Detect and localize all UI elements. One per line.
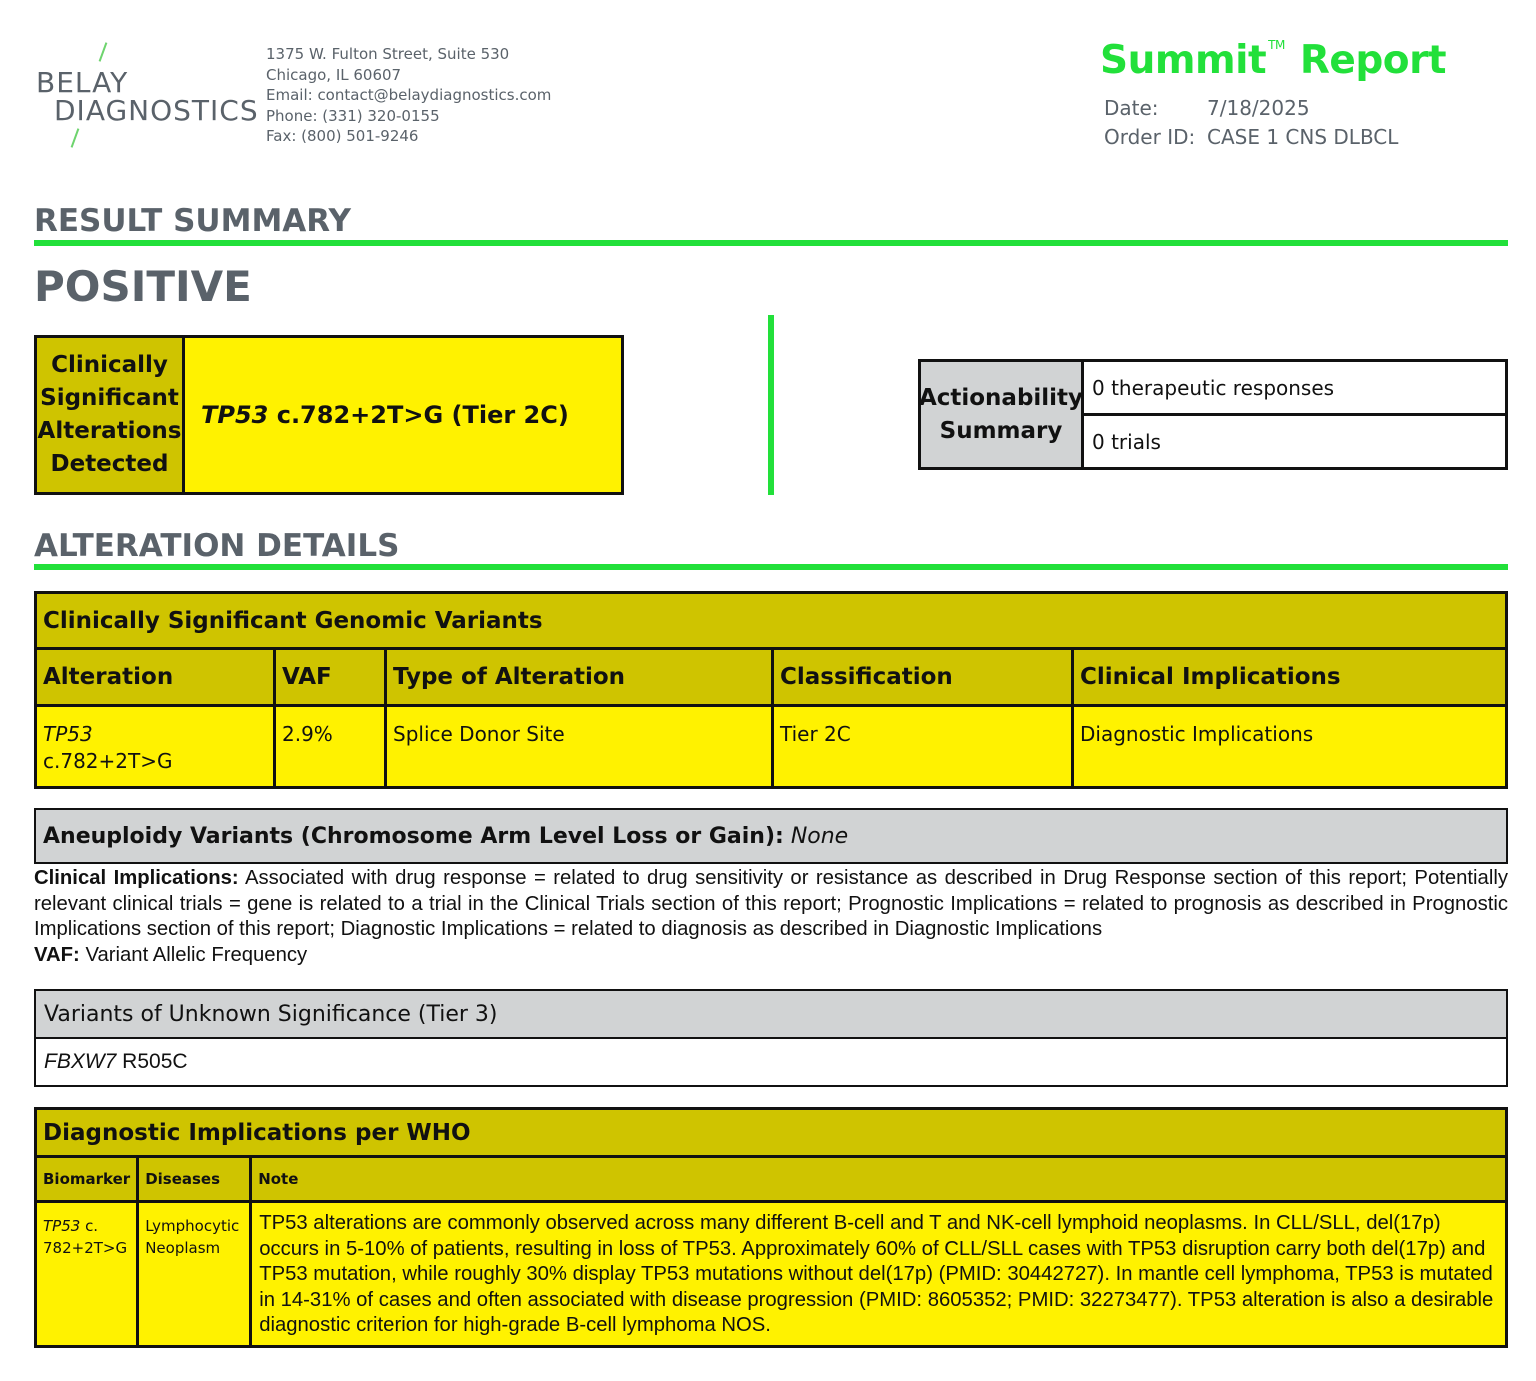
- col-alteration: Alteration: [36, 649, 275, 706]
- clinically-significant-box: [34, 335, 624, 495]
- logo-line-1: BELAY: [36, 66, 129, 99]
- trademark-mark: TM: [1268, 38, 1285, 52]
- alteration-details-heading: ALTERATION DETAILS: [34, 528, 400, 564]
- csa-label: Clinically Significant Alterations Detected: [37, 338, 185, 492]
- trials-count: 0 trials: [1084, 413, 1505, 467]
- summary-divider: [768, 315, 774, 495]
- result-summary-rule: [34, 240, 1508, 246]
- address-phone: Phone: (331) 320-0155: [266, 106, 440, 125]
- cell-note: TP53 alterations are commonly observed across many different B-cell and T and NK-cell lymphoid neoplasms. In CLL/SLL, del(17p) occurs in 5-10% of patients, resulting in loss of TP53. Approximately 60% of CLL/SLL cases with TP53 disruption carry both del(17p) and TP53 mutation, while roughly 30% display TP53 mutations without del(17p) (PMID: 30442727). In mantle cell lymphoma, TP53 is mutated in 14-31% of cases and often associated with disease progression (PMID: 8605352; PMID: 32273477). TP53 alteration is also a desirable diagnostic criterion for high-grade B-cell lymphoma NOS.: [251, 1202, 1507, 1347]
- cell-type: Splice Donor Site: [386, 706, 773, 788]
- diagnostic-caption: Diagnostic Implications per WHO: [36, 1109, 1507, 1157]
- actionability-label: Actionability Summary: [921, 362, 1084, 467]
- report-word: Report: [1299, 38, 1446, 83]
- col-classification: Classification: [773, 649, 1073, 706]
- legend-notes: [34, 866, 1508, 968]
- vus-table: [34, 989, 1508, 1087]
- actionability-box: [918, 359, 1508, 470]
- table-row: [36, 706, 1507, 788]
- csa-value: [185, 338, 621, 492]
- vus-heading: Variants of Unknown Significance (Tier 3): [36, 991, 1506, 1039]
- cell-alteration: [36, 706, 275, 788]
- cell-biomarker: [36, 1202, 138, 1347]
- company-logo: [36, 40, 259, 150]
- company-address: [266, 44, 551, 147]
- col-clinical-implications: Clinical Implications: [1073, 649, 1507, 706]
- aneuploidy-label: Aneuploidy Variants (Chromosome Arm Level Loss or Gain):: [43, 823, 784, 849]
- col-note: Note: [251, 1157, 1507, 1202]
- logo-line-2: DIAGNOSTICS: [54, 94, 259, 127]
- report-meta: [1104, 94, 1398, 152]
- address-city: Chicago, IL 60607: [266, 65, 402, 84]
- report-brand: Summit: [1100, 38, 1267, 83]
- aneuploidy-value: None: [790, 823, 849, 849]
- date-label: Date:: [1104, 96, 1159, 120]
- clinical-implications-text: Associated with drug response = related to drug sensitivity or resistance as described in Drug Response section of this report; Potentially relevant clinical trials = gene is related to a trial in the Clinical Trials section of this report; Prognostic Implications = related to prognosis as described in Prognostic Implications section of this report; Diagnostic Implications = related to diagnosis as described in Diagnostic Implications: [34, 867, 1508, 940]
- logo-slash-bottom: [71, 128, 80, 147]
- result-status: POSITIVE: [34, 262, 252, 311]
- cell-vaf: 2.9%: [275, 706, 386, 788]
- address-street: 1375 W. Fulton Street, Suite 530: [266, 45, 510, 63]
- aneuploidy-bar: [34, 808, 1508, 864]
- cell-classification: Tier 2C: [773, 706, 1073, 788]
- result-summary-heading: RESULT SUMMARY: [34, 203, 351, 239]
- report-title: [1100, 38, 1446, 83]
- genomic-variants-table: [34, 591, 1508, 789]
- vus-gene: FBXW7: [44, 1050, 117, 1073]
- csa-gene: TP53: [201, 401, 269, 429]
- cell-disease: Lymphocytic Neoplasm: [138, 1202, 251, 1347]
- vaf-text: Variant Allelic Frequency: [79, 943, 308, 966]
- vaf-label: VAF:: [34, 943, 80, 966]
- clinical-implications-label: Clinical Implications:: [34, 867, 239, 889]
- vus-change: R505C: [116, 1050, 188, 1073]
- logo-slash-top: [99, 42, 108, 61]
- genomic-variants-caption: Clinically Significant Genomic Variants: [36, 593, 1507, 649]
- vus-row: [36, 1039, 1506, 1085]
- alteration-gene: TP53: [43, 722, 93, 746]
- date-value: 7/18/2025: [1207, 96, 1310, 120]
- alteration-details-rule: [34, 564, 1508, 570]
- cell-implications: Diagnostic Implications: [1073, 706, 1507, 788]
- col-biomarker: Biomarker: [36, 1157, 138, 1202]
- therapeutic-responses: 0 therapeutic responses: [1092, 375, 1335, 400]
- col-vaf: VAF: [275, 649, 386, 706]
- alteration-change: c.782+2T>G: [43, 749, 173, 773]
- biomarker-change: c. 782+2T>G: [43, 1217, 128, 1257]
- col-diseases: Diseases: [138, 1157, 251, 1202]
- order-id-label: Order ID:: [1104, 125, 1196, 149]
- order-id-value: CASE 1 CNS DLBCL: [1207, 125, 1399, 149]
- biomarker-gene: TP53: [43, 1217, 81, 1235]
- address-fax: Fax: (800) 501-9246: [266, 127, 419, 146]
- table-row: [36, 1202, 1507, 1347]
- diagnostic-implications-table: [34, 1107, 1508, 1348]
- csa-change: c.782+2T>G (Tier 2C): [268, 401, 569, 429]
- address-email: Email: contact@belaydiagnostics.com: [266, 86, 552, 105]
- col-type: Type of Alteration: [386, 649, 773, 706]
